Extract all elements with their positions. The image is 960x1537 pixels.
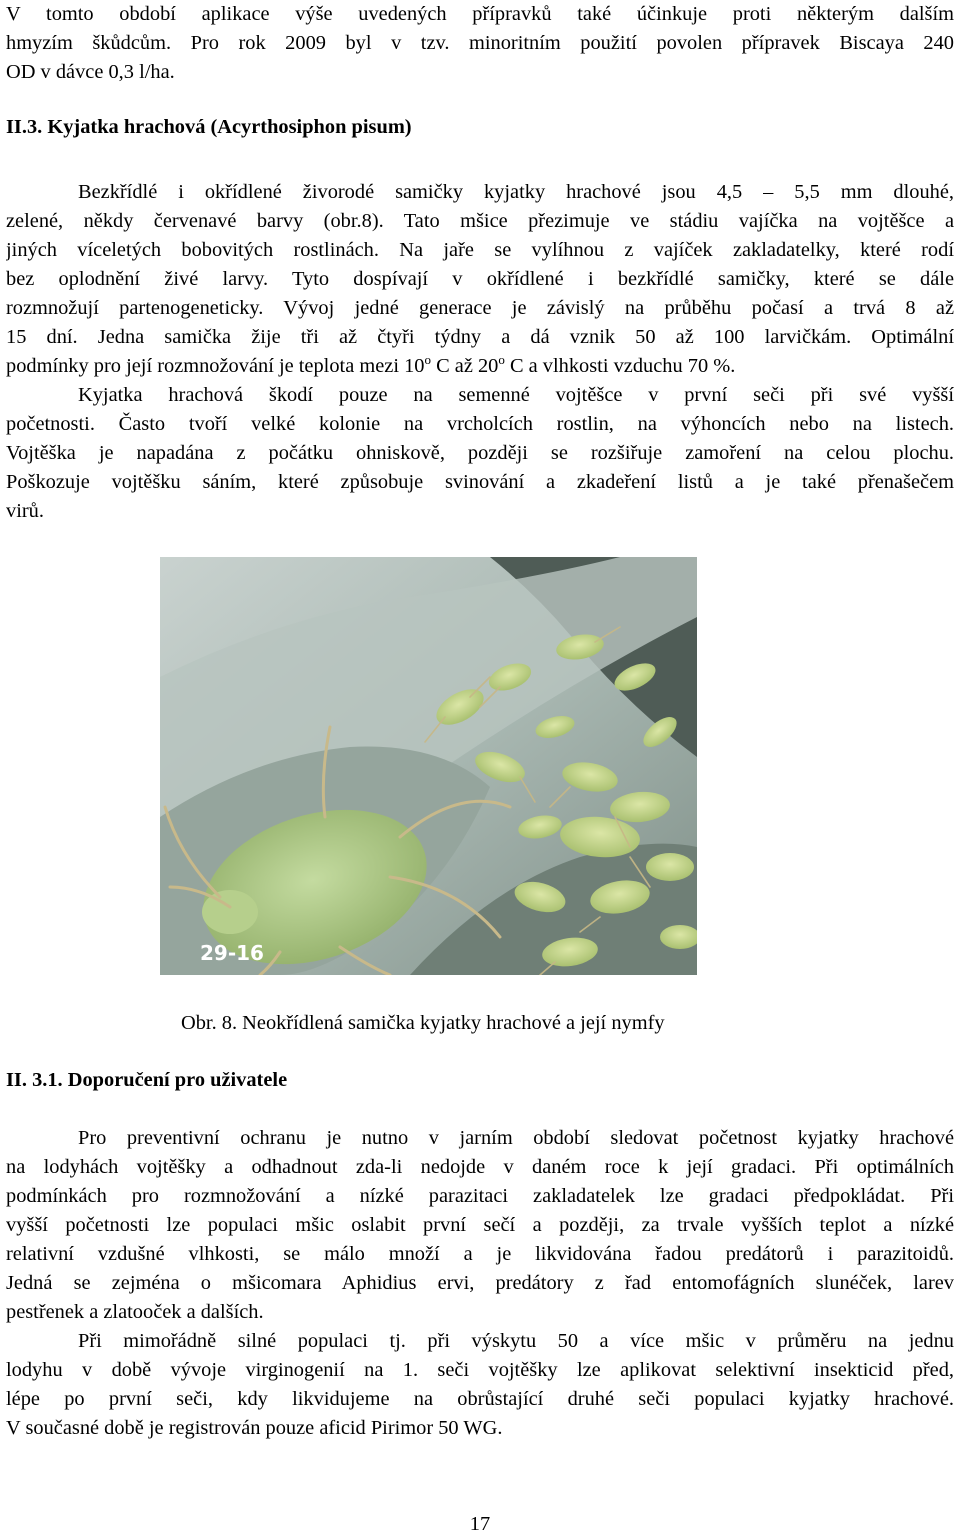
text-line: OD v dávce 0,3 l/ha. bbox=[6, 61, 175, 83]
text-line: relativní vzdušné vlhkosti, se málo množí a je likvidována řadou predátorů i parazitoidů. bbox=[6, 1243, 954, 1265]
intro-paragraph bbox=[6, 0, 954, 87]
text-line: na lodyhách vojtěšky a odhadnout zda-li nedojde v daném roce k její gradaci. Při optimálních bbox=[6, 1156, 954, 1178]
text-line: Vojtěška je napadána z počátku ohniskově, později se rozšiřuje zamoření na celou plochu. bbox=[6, 442, 954, 464]
section-heading: II.3. Kyjatka hrachová (Acyrthosiphon pisum) bbox=[6, 116, 412, 138]
text-line: 15 dní. Jedna samička žije tři až čtyři týdny a dá vznik 50 až 100 larvičkám. Optimální bbox=[6, 326, 954, 348]
text-line: početnosti. Často tvoří velké kolonie na vrcholcích rostlin, na výhoncích nebo na listech. bbox=[6, 413, 954, 435]
text-line: hmyzím škůdcům. Pro rok 2009 byl v tzv. minoritním použití povolen přípravek Biscaya 240 bbox=[6, 32, 954, 54]
recommendation-paragraph-2 bbox=[6, 1327, 954, 1443]
text-line: lépe po první seči, kdy likvidujeme na obrůstající druhé seči populaci kyjatky hrachové. bbox=[6, 1388, 954, 1410]
text-line: Při mimořádně silné populaci tj. při výskytu 50 a více mšic v průměru na jednu bbox=[78, 1330, 954, 1352]
section-paragraph bbox=[6, 178, 954, 526]
text-fragment: C až 20 bbox=[430, 355, 499, 377]
photo-stamp: 29-16 bbox=[200, 941, 264, 965]
text-line: zelené, někdy červenavé barvy (obr.8). Tato mšice přezimuje ve stádiu vajíčka na vojtěšce a bbox=[6, 210, 954, 232]
text-line: Pro preventivní ochranu je nutno v jarním období sledovat početnost kyjatky hrachové bbox=[78, 1127, 954, 1149]
text-fragment: C a vlhkosti vzduchu 70 %. bbox=[504, 355, 736, 377]
degree-superscript: o bbox=[424, 352, 431, 367]
text-line: Bezkřídlé i okřídlené živorodé samičky kyjatky hrachové jsou 4,5 – 5,5 mm dlouhé, bbox=[78, 181, 954, 203]
text-line: pestřenek a zlatooček a dalších. bbox=[6, 1301, 264, 1323]
text-line: lodyhu v době vývoje virginogenií na 1. seči vojtěšky lze aplikovat selektivní insekticid před, bbox=[6, 1359, 954, 1381]
text-line: vyšší početnosti lze populaci mšic oslabit první sečí a později, za trvale vyšších teplot a nízké bbox=[6, 1214, 954, 1236]
text-line: V současné době je registrován pouze aficid Pirimor 50 WG. bbox=[6, 1417, 503, 1439]
text-line: Kyjatka hrachová škodí pouze na semenné vojtěšce v první seči při své vyšší bbox=[78, 384, 954, 406]
text-line: bez oplodnění živé larvy. Tyto dospívají v okřídlené i bezkřídlé samičky, které se dále bbox=[6, 268, 954, 290]
text-line: V tomto období aplikace výše uvedených přípravků také účinkuje proti některým dalším bbox=[6, 3, 954, 25]
text-line: rozmnožují partenogeneticky. Vývoj jedné generace je závislý na průběhu počasí a trvá 8 až bbox=[6, 297, 954, 319]
aphid-photo bbox=[160, 557, 697, 975]
text-line: Jedná se zejména o mšicomara Aphidius ervi, predátory z řad entomofágních slunéček, larev bbox=[6, 1272, 954, 1294]
photo-illustration bbox=[160, 557, 697, 975]
text-line: virů. bbox=[6, 500, 44, 522]
figure-caption: Obr. 8. Neokřídlená samička kyjatky hrachové a její nymfy bbox=[181, 1012, 665, 1034]
text-line: Poškozuje vojtěšku sáním, které způsobuje svinování a zkadeření listů a je také přenašečem bbox=[6, 471, 954, 493]
degree-superscript: o bbox=[498, 352, 505, 367]
text-fragment: podmínky pro její rozmnožování je teplota mezi 10 bbox=[6, 355, 425, 377]
recommendation-paragraph-1 bbox=[6, 1124, 954, 1327]
text-line: podmínkách pro rozmnožování a nízké parazitaci zakladatelek lze gradaci předpokládat. Při bbox=[6, 1185, 954, 1207]
temperature-line bbox=[6, 352, 954, 381]
subsection-heading: II. 3.1. Doporučení pro uživatele bbox=[6, 1069, 288, 1091]
page-number: 17 bbox=[469, 1513, 491, 1535]
text-line: jiných víceletých bobovitých rostlinách. Na jaře se vylíhnou z vajíček zakladatelky, které rodí bbox=[6, 239, 954, 261]
